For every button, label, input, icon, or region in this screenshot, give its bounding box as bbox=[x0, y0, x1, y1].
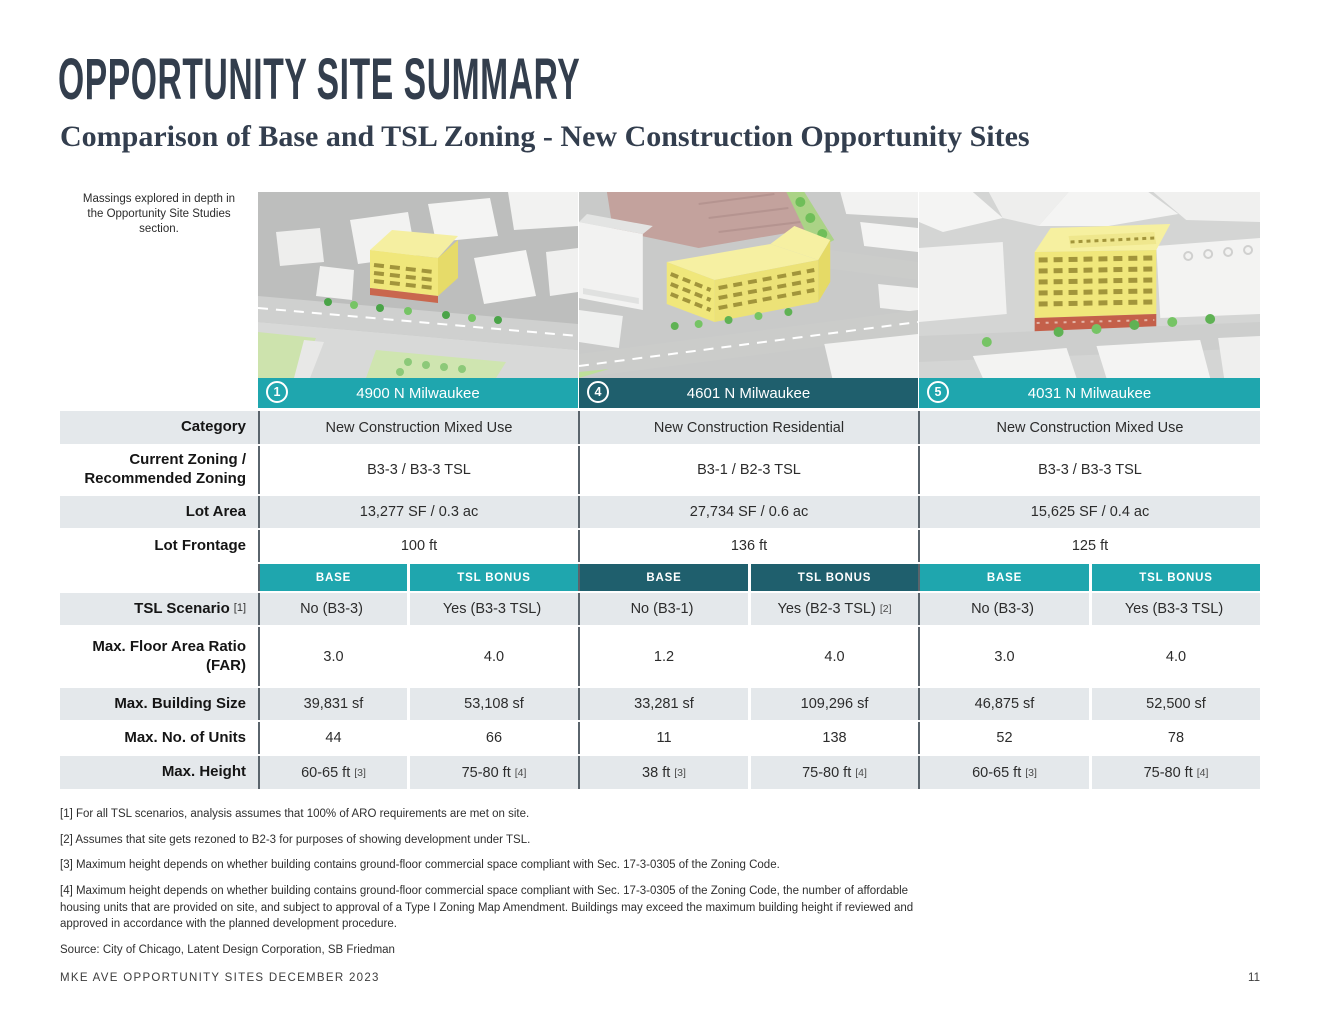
row-label: TSL Scenario [1] bbox=[60, 593, 258, 625]
cell: 52 bbox=[918, 722, 1089, 754]
cell: 44 bbox=[258, 722, 407, 754]
cell: 1.2 bbox=[578, 627, 748, 686]
cell: 38 ft [3] bbox=[578, 756, 748, 789]
row-label: Max. Floor Area Ratio (FAR) bbox=[92, 637, 246, 674]
cell: 3.0 bbox=[258, 627, 407, 686]
cell: 100 ft bbox=[258, 530, 578, 562]
site-4-header bbox=[578, 378, 918, 408]
footnote-1: [1] For all TSL scenarios, analysis assumes that 100% of ARO requirements are met on site. bbox=[60, 808, 530, 820]
cell: 60-65 ft [3] bbox=[918, 756, 1089, 789]
page-number: 11 bbox=[1248, 972, 1260, 984]
site-5-header bbox=[918, 378, 1260, 408]
cell: New Construction Residential bbox=[578, 411, 918, 444]
cell: 52,500 sf bbox=[1089, 688, 1260, 720]
table-row-far bbox=[60, 627, 1260, 686]
massing-images-row bbox=[60, 192, 1260, 378]
footnote-2: [2] Assumes that site gets rezoned to B2-3 for purposes of showing development under TSL. bbox=[60, 833, 531, 846]
cell: 11 bbox=[578, 722, 748, 754]
site-header-spacer bbox=[60, 378, 258, 408]
cell: Yes (B2-3 TSL) [2] bbox=[748, 593, 918, 625]
subheader-spacer bbox=[60, 564, 258, 591]
cell: 53,108 sf bbox=[407, 688, 578, 720]
massings-note-cell bbox=[60, 192, 258, 378]
site-5-massing-render bbox=[918, 192, 1260, 378]
table-row-units bbox=[60, 722, 1260, 754]
table-row-max-height bbox=[60, 756, 1260, 789]
site-4-massing-render bbox=[578, 192, 918, 378]
cell: Yes (B3-3 TSL) bbox=[407, 593, 578, 625]
subheader-base: BASE bbox=[258, 564, 407, 591]
subheader-bonus: TSL BONUS bbox=[748, 564, 918, 591]
table-row-tsl-scenario bbox=[60, 593, 1260, 625]
cell: 60-65 ft [3] bbox=[258, 756, 407, 789]
cell: 39,831 sf bbox=[258, 688, 407, 720]
site-address: 4031 N Milwaukee bbox=[1027, 384, 1152, 402]
row-label: Lot Frontage bbox=[154, 536, 246, 554]
cell: 13,277 SF / 0.3 ac bbox=[258, 496, 578, 528]
row-label: Current Zoning / Recommended Zoning bbox=[84, 451, 246, 487]
cell: B3-3 / B3-3 TSL bbox=[258, 446, 578, 494]
cell: 75-80 ft [4] bbox=[1089, 756, 1260, 789]
site-number-badge: 4 bbox=[587, 381, 609, 403]
row-label: Lot Area bbox=[60, 496, 258, 528]
site-address: 4900 N Milwaukee bbox=[356, 384, 480, 402]
cell: 15,625 SF / 0.4 ac bbox=[918, 496, 1260, 528]
site-number-badge: 5 bbox=[927, 381, 949, 403]
row-label: Max. No. of Units bbox=[124, 728, 246, 746]
site-address: 4601 N Milwaukee bbox=[686, 384, 811, 402]
cell: B3-3 / B3-3 TSL bbox=[918, 446, 1260, 494]
cell: 33,281 sf bbox=[578, 688, 748, 720]
cell: Yes (B3-3 TSL) bbox=[1089, 593, 1260, 625]
cell: 3.0 bbox=[918, 627, 1089, 686]
cell: 4.0 bbox=[1089, 627, 1260, 686]
cell: 136 ft bbox=[578, 530, 918, 562]
comparison-table bbox=[60, 192, 1260, 789]
cell: No (B3-3) bbox=[918, 593, 1089, 625]
table-row-lot-frontage bbox=[60, 530, 1260, 562]
massings-note: Massings explored in depth in the Opportunity Site Studies section. bbox=[82, 193, 236, 235]
site-1-header bbox=[258, 378, 578, 408]
cell: 75-80 ft [4] bbox=[748, 756, 918, 789]
site-number-badge: 1 bbox=[266, 381, 288, 403]
cell: New Construction Mixed Use bbox=[918, 411, 1260, 444]
cell: 46,875 sf bbox=[918, 688, 1089, 720]
cell: 4.0 bbox=[407, 627, 578, 686]
row-label: Max. Height bbox=[60, 756, 258, 789]
footer-title: MKE AVE OPPORTUNITY SITES DECEMBER 2023 bbox=[60, 972, 380, 984]
subheader-base: BASE bbox=[578, 564, 748, 591]
page-subtitle: Comparison of Base and TSL Zoning - New Construction Opportunity Sites bbox=[60, 120, 1030, 153]
table-row-zoning bbox=[60, 446, 1260, 494]
cell: No (B3-3) bbox=[258, 593, 407, 625]
table-row-building-size bbox=[60, 688, 1260, 720]
subheader-bonus: TSL BONUS bbox=[407, 564, 578, 591]
site-1-massing-render bbox=[258, 192, 578, 378]
site-header-row bbox=[60, 378, 1260, 408]
page-footer bbox=[60, 972, 1260, 984]
footnote-3: [3] Maximum height depends on whether building contains ground-floor commercial space compliant with Sec. 17-3-0305 of the Zoning Code. bbox=[60, 859, 780, 872]
footnote-4: [4] Maximum height depends on whether building contains ground-floor commercial space compliant with Sec. 17-3-0305 of the Zoning Code, the number of affordable housing units that are provided on site, and subject to approval of a Type I Zoning Map Amendment. Buildings may exceed the maximum building height if reviewed and approved in accordance with the planned development procedure. bbox=[60, 885, 914, 931]
cell: 109,296 sf bbox=[748, 688, 918, 720]
table-row-lot-area bbox=[60, 496, 1260, 528]
cell: 138 bbox=[748, 722, 918, 754]
cell: 66 bbox=[407, 722, 578, 754]
cell: No (B3-1) bbox=[578, 593, 748, 625]
cell: 78 bbox=[1089, 722, 1260, 754]
cell: 125 ft bbox=[918, 530, 1260, 562]
page-title: OPPORTUNITY SITE SUMMARY bbox=[58, 47, 581, 112]
table-row-category bbox=[60, 411, 1260, 444]
cell: 4.0 bbox=[748, 627, 918, 686]
cell: New Construction Mixed Use bbox=[258, 411, 578, 444]
footnotes bbox=[60, 806, 922, 968]
subheader-bonus: TSL BONUS bbox=[1089, 564, 1260, 591]
cell: 75-80 ft [4] bbox=[407, 756, 578, 789]
row-label: Category bbox=[60, 411, 258, 444]
row-label: Max. Building Size bbox=[60, 688, 258, 720]
subheader-base: BASE bbox=[918, 564, 1089, 591]
base-bonus-subheader bbox=[60, 564, 1260, 591]
cell: 27,734 SF / 0.6 ac bbox=[578, 496, 918, 528]
source-line: Source: City of Chicago, Latent Design Corporation, SB Friedman bbox=[60, 944, 395, 957]
cell: B3-1 / B2-3 TSL bbox=[578, 446, 918, 494]
